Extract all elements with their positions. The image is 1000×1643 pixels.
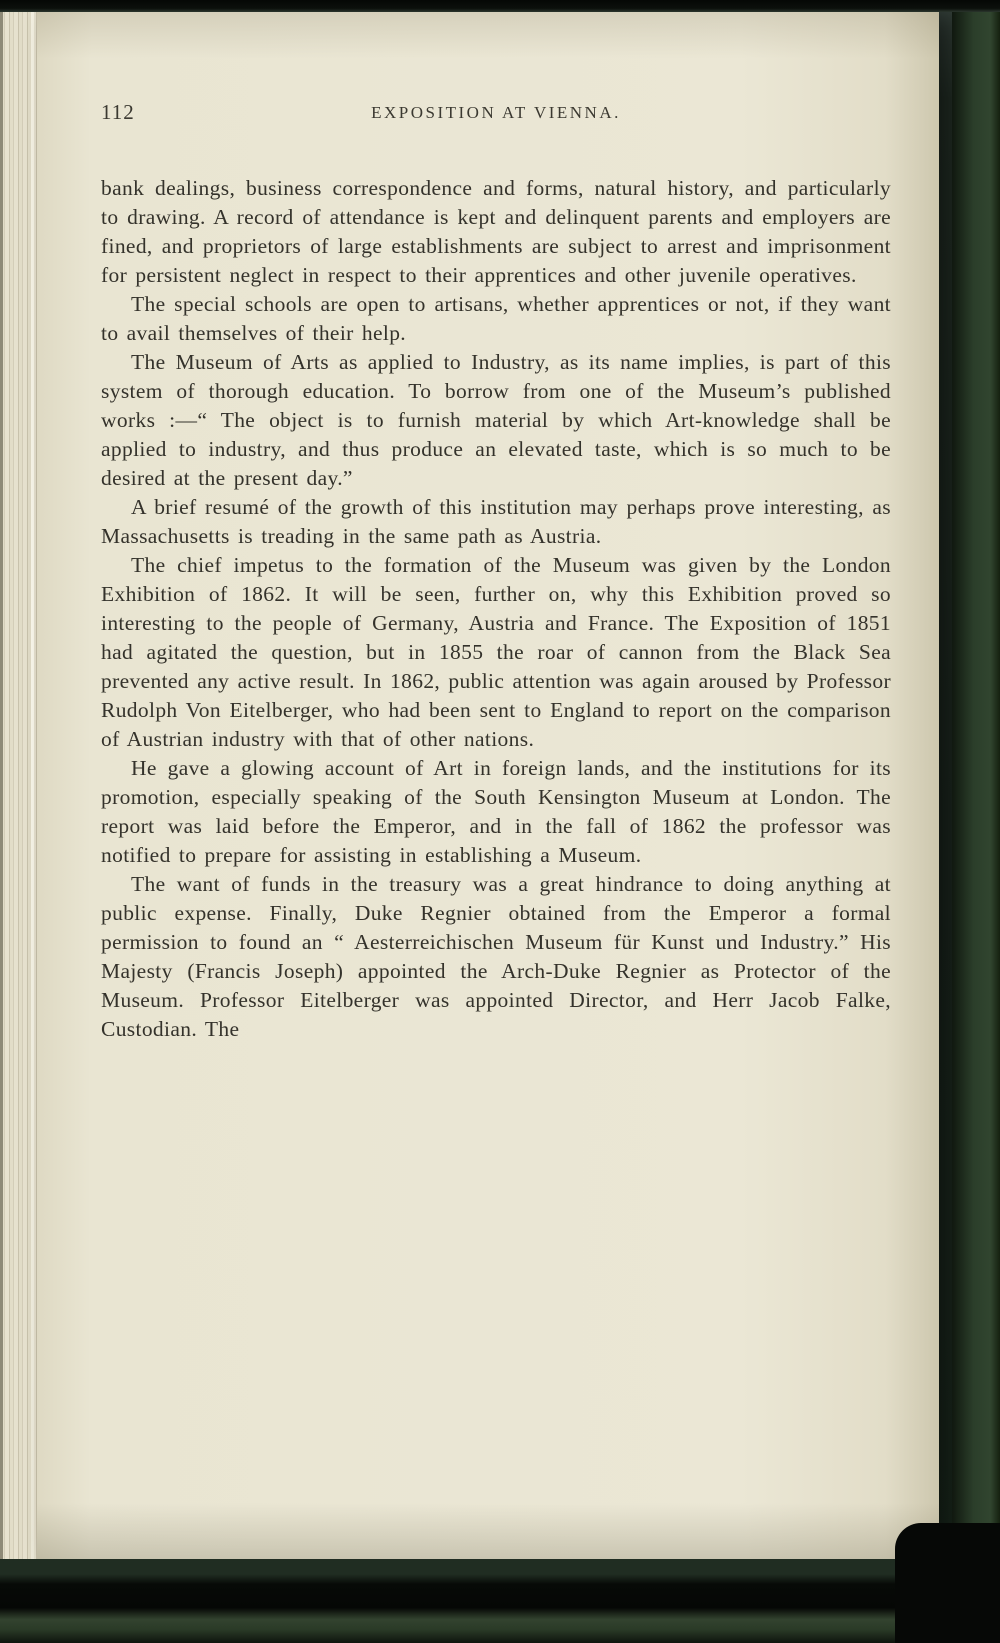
page-number: 112 [101,100,135,124]
paragraph: He gave a glowing account of Art in foreign lands, and the institutions for its promotion, especially speaking of the South Kensington Museum at London. The report was laid before the Emperor, and in the fall of 1862 the professor was notified to prepare for assisting in establishing a Museum. [101,756,891,867]
page-body [101,174,891,1044]
paragraph: The chief impetus to the formation of the Museum was given by the London Exhibition of 1862. It will be seen, further on, why this Exhibition proved so interesting to the people of Germany, Austria and France. The Exposition of 1851 had agitated the question, but in 1855 the roar of cannon from the Black Sea prevented any active result. In 1862, public attention was again aroused by Professor Rudolph Von Eitelberger, who had been sent to England to report on the comparison of Austrian industry with that of other nations. [101,553,891,751]
paragraph: The special schools are open to artisans, whether apprentices or not, if they want to avail themselves of their help. [101,292,891,345]
book-page [37,12,939,1565]
page-stack-edges [0,12,38,1568]
scan-corner-shadow [895,1523,1000,1643]
paragraph: bank dealings, business correspondence and forms, natural history, and particularly to drawing. A record of attendance is kept and delinquent parents and employers are fined, and proprietors of large establishments are subject to arrest and imprisonment for persistent neglect in respect to their apprentices and other juvenile operatives. [101,176,891,287]
scan-bottom-edge [0,1559,1000,1643]
page-header [101,100,891,130]
running-header: EXPOSITION AT VIENNA. [371,103,621,122]
paragraph: The Museum of Arts as applied to Industry, as its name implies, is part of this system of thorough education. To borrow from one of the Museum’s published works :—“ The object is to furnish material by which Art-knowledge shall be applied to industry, and thus produce an elevated taste, which is so much to be desired at the present day.” [101,350,891,490]
scan-top-edge [0,0,1000,12]
paragraph: A brief resumé of the growth of this institution may perhaps prove interesting, as Massachusetts is treading in the same path as Austria. [101,495,891,548]
paragraph: The want of funds in the treasury was a great hindrance to doing anything at public expense. Finally, Duke Regnier obtained from the Emperor a formal permission to found an “ Aesterreichischen Museum für Kunst und Industry.” His Majesty (Francis Joseph) appointed the Arch-Duke Regnier as Protector of the Museum. Professor Eitelberger was appointed Director, and Herr Jacob Falke, Custodian. The [101,872,891,1041]
scan-right-edge [952,0,1000,1643]
